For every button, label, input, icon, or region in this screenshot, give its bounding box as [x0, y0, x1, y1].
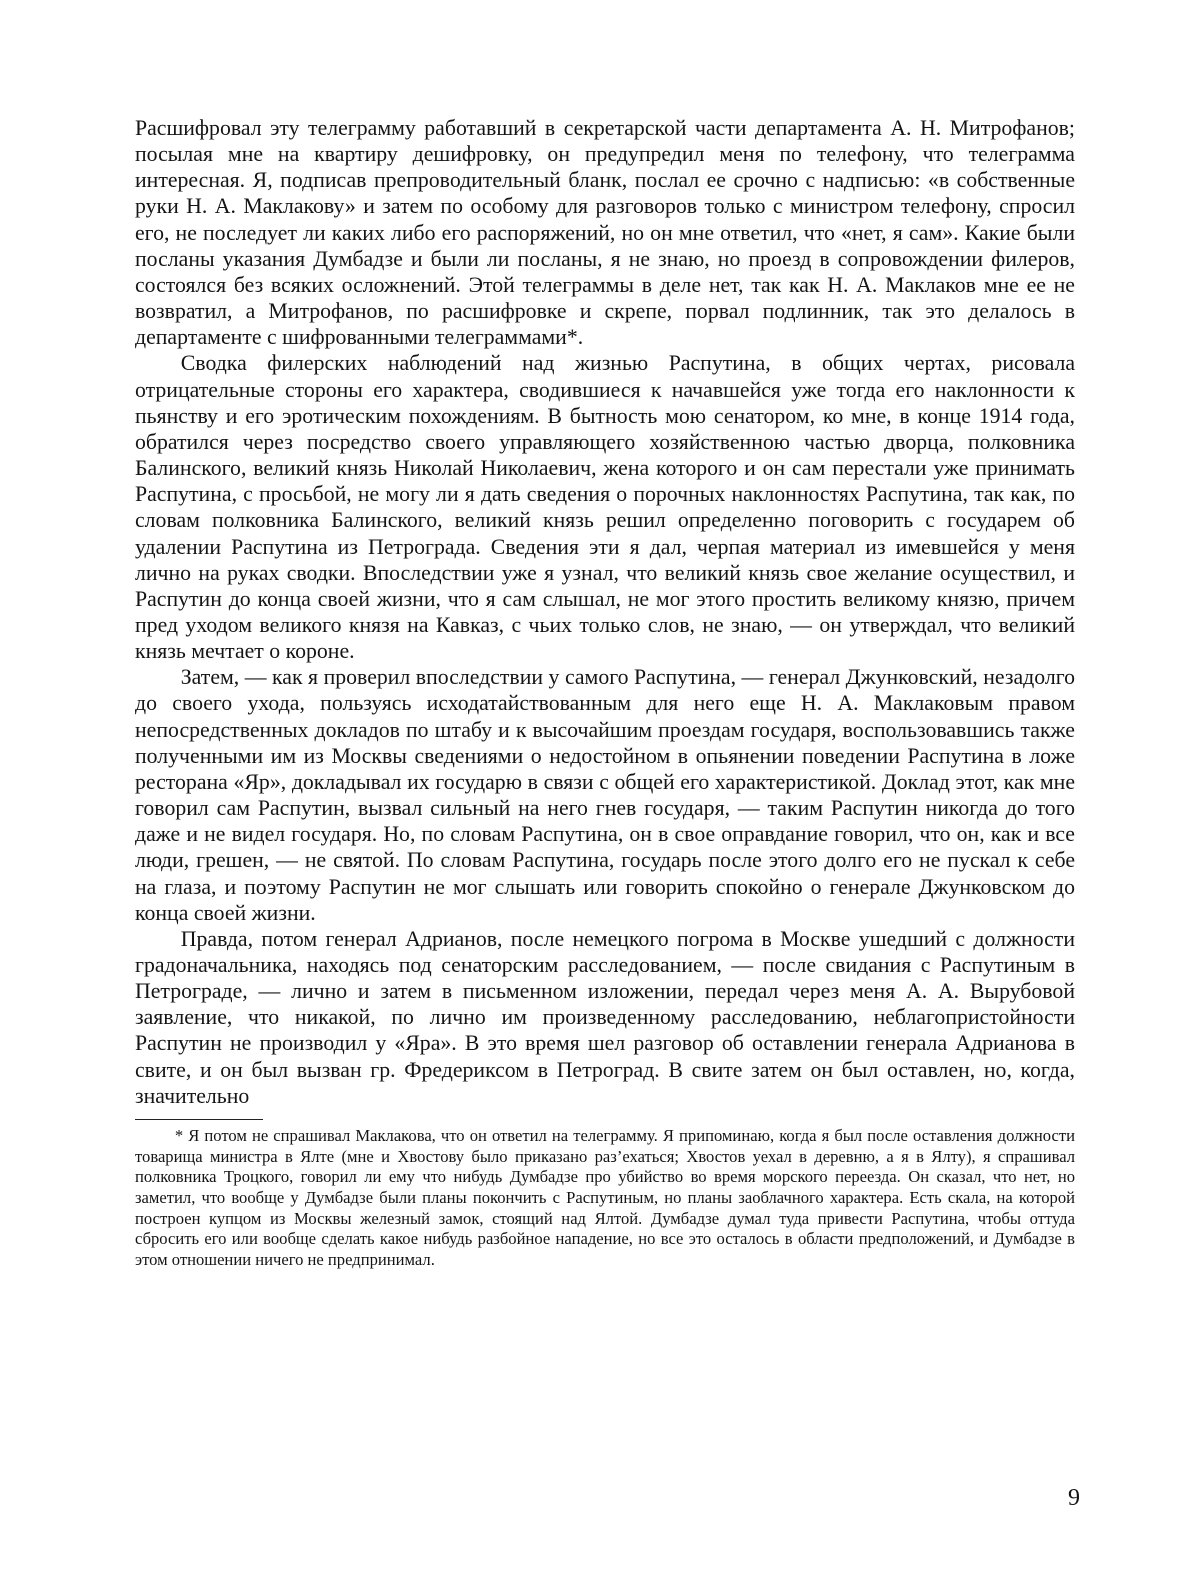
- main-text: [135, 115, 1075, 1109]
- paragraph-4: Правда, потом генерал Адрианов, после немецкого погрома в Москве ушедший с должности градоначальника, находясь под сенаторским расследованием, — после свидания с Распутиным в Петрограде, — лично и затем в письменном изложении, передал через меня А. А. Вырубовой заявление, что никакой, по лично им произведенному расследованию, неблагопристойности Распутин не производил у «Яра». В это время шел разговор об оставлении генерала Адрианова в свите, и он был вызван гр. Фредериксом в Петроград. В свите затем он был оставлен, но, когда, значительно: [135, 926, 1075, 1108]
- footnote: [135, 1126, 1075, 1271]
- footnote-divider: [135, 1119, 263, 1120]
- paragraph-1: Расшифровал эту телеграмму работавший в секретарской части департамента А. Н. Митрофанов; посылая мне на квартиру дешифровку, он предупредил меня по телефону, что телеграмма интересная. Я, подписав препроводительный бланк, послал ее срочно с надписью: «в собственные руки Н. А. Маклакову» и затем по особому для разговоров только с министром телефону, спросил его, не последует ли каких либо его распоряжений, но он мне ответил, что «нет, я сам». Какие были посланы указания Думбадзе и были ли посланы, я не знаю, но проезд в сопровождении филеров, состоялся без всяких осложнений. Этой телеграммы в деле нет, так как Н. А. Маклаков мне ее не возвратил, а Митрофанов, по расшифровке и скрепе, порвал подлинник, так это делалось в департаменте с шифрованными телеграммами*.: [135, 116, 1075, 350]
- paragraph-3: Затем, — как я проверил впоследствии у самого Распутина, — генерал Джунковский, незадолго до своего ухода, пользуясь исходатайствованным для него еще Н. А. Маклаковым правом непосредственных докладов по штабу и к высочайшим проездам государя, воспользовавшись также полученными им из Москвы сведениями о недостойном в опьянении поведении Распутина в ложе ресторана «Яр», докладывал их государю в связи с общей его характеристикой. Доклад этот, как мне говорил сам Распутин, вызвал сильный на него гнев государя, — таким Распутин никогда до того даже и не видел государя. Но, по словам Распутина, он в свое оправдание говорил, что он, как и все люди, грешен, — не святой. По словам Распутина, государь после этого долго его не пускал к себе на глаза, и поэтому Распутин не мог слышать или говорить спокойно о генерале Джунковском до конца своей жизни.: [135, 665, 1075, 925]
- paragraph-2: Сводка филерских наблюдений над жизнью Распутина, в общих чертах, рисовала отрицательные стороны его характера, сводившиеся к начавшейся уже тогда его наклонности к пьянству и его эротическим похождениям. В бытность мою сенатором, ко мне, в конце 1914 года, обратился через посредство своего управляющего хозяйственною частью дворца, полковника Балинского, великий князь Николай Николаевич, жена которого и он сам перестали уже принимать Распутина, с просьбой, не могу ли я дать сведения о порочных наклонностях Распутина, так как, по словам полковника Балинского, великий князь решил определенно поговорить с государем об удалении Распутина из Петрограда. Сведения эти я дал, черпая материал из имевшейся у меня лично на руках сводки. Впоследствии уже я узнал, что великий князь свое желание осуществил, и Распутин до конца своей жизни, что я сам слышал, не мог этого простить великому князю, причем пред уходом великого князя на Кавказ, с чьих только слов, не знаю, — он утверждал, что великий князь мечтает о короне.: [135, 351, 1075, 664]
- page-content: [135, 115, 1075, 1271]
- footnote-text: * Я потом не спрашивал Маклакова, что он ответил на телеграмму. Я припоминаю, когда я был после оставления должности товарища министра в Ялте (мне и Хвостову было приказано раз’ехаться; Хвостов уехал в деревню, а я в Ялту), я спрашивал полковника Троцкого, говорил ли ему что нибудь Думбадзе про убийство во время морского переезда. Он сказал, что нет, но заметил, что вообще у Думбадзе были планы покончить с Распутиным, но планы заоблачного характера. Есть скала, на которой построен купцом из Москвы железный замок, стоящий над Ялтой. Думбадзе думал туда привести Распутина, чтобы оттуда сбросить его или вообще сделать какое нибудь разбойное нападение, но все это осталось в области предположений, и Думбадзе в этом отношении ничего не предпринимал.: [135, 1125, 1075, 1270]
- page-number: 9: [1068, 1485, 1080, 1511]
